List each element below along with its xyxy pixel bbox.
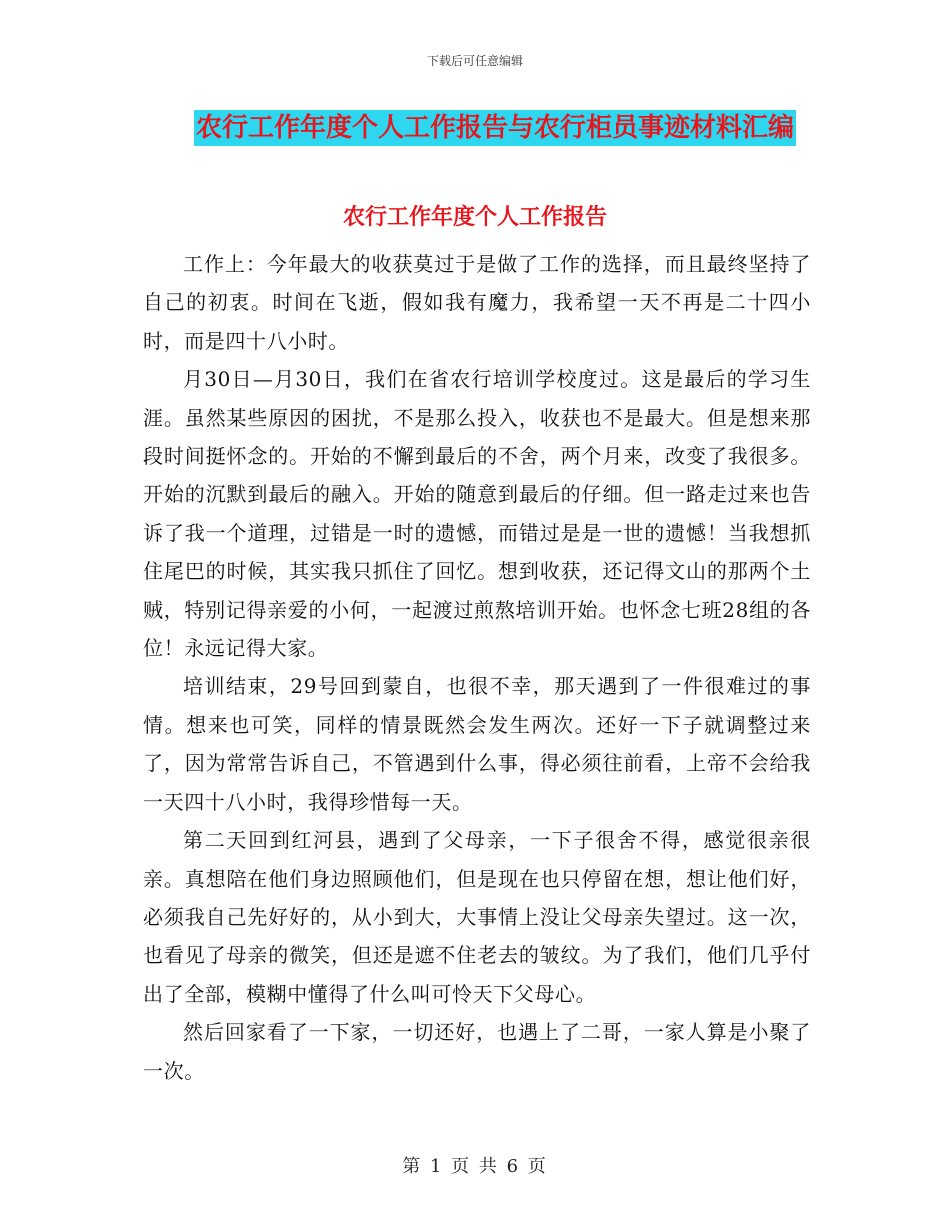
- paragraph: 工作上：今年最大的收获莫过于是做了工作的选择，而且最终坚持了自己的初衷。时间在飞逝，假如我有魔力，我希望一天不再是二十四小时，而是四十八小时。: [143, 252, 811, 353]
- paragraph: 然后回家看了一下家，一切还好，也遇上了二哥，一家人算是小聚了一次。: [143, 1020, 811, 1083]
- section-title: 农行工作年度个人工作报告: [342, 204, 607, 230]
- paragraph: 培训结束，29号回到蒙自，也很不幸，那天遇到了一件很难过的事情。想来也可笑，同样的情景既然会发生两次。还好一下子就调整过来了，因为常常告诉自己，不管遇到什么事，得必须往前看，上帝不会给我一天四十八小时，我得珍惜每一天。: [143, 674, 811, 814]
- main-title-container: [0, 110, 950, 146]
- paragraph: 月30日—月30日，我们在省农行培训学校度过。这是最后的学习生涯。虽然某些原因的困扰，不是那么投入，收获也不是最大。但是想来那段时间挺怀念的。开始的不懈到最后的不舍，两个月来，改变了我很多。开始的沉默到最后的融入。开始的随意到最后的仔细。但一路走过来也告诉了我一个道理，过错是一时的遗憾，而错过是是一世的遗憾！当我想抓住尾巴的时候，其实我只抓住了回忆。想到收获，还记得文山的那两个土贼，特别记得亲爱的小何，一起渡过煎熬培训开始。也怀念七班28组的各位！永远记得大家。: [143, 367, 811, 661]
- page-number: 第 1 页 共 6 页: [402, 1156, 548, 1177]
- main-title: 农行工作年度个人工作报告与农行柜员事迹材料汇编: [194, 110, 796, 146]
- paragraph: 第二天回到红河县，遇到了父母亲，一下子很舍不得，感觉很亲很亲。真想陪在他们身边照顾他们，但是现在也只停留在想，想让他们好，必须我自己先好好的，从小到大，大事情上没让父母亲失望过。这一次，也看见了母亲的微笑，但还是遮不住老去的皱纹。为了我们，他们几乎付出了全部，模糊中懂得了什么叫可怜天下父母心。: [143, 828, 811, 1006]
- body-text: [143, 245, 811, 1090]
- page-header-note: 下载后可任意编辑: [426, 54, 523, 68]
